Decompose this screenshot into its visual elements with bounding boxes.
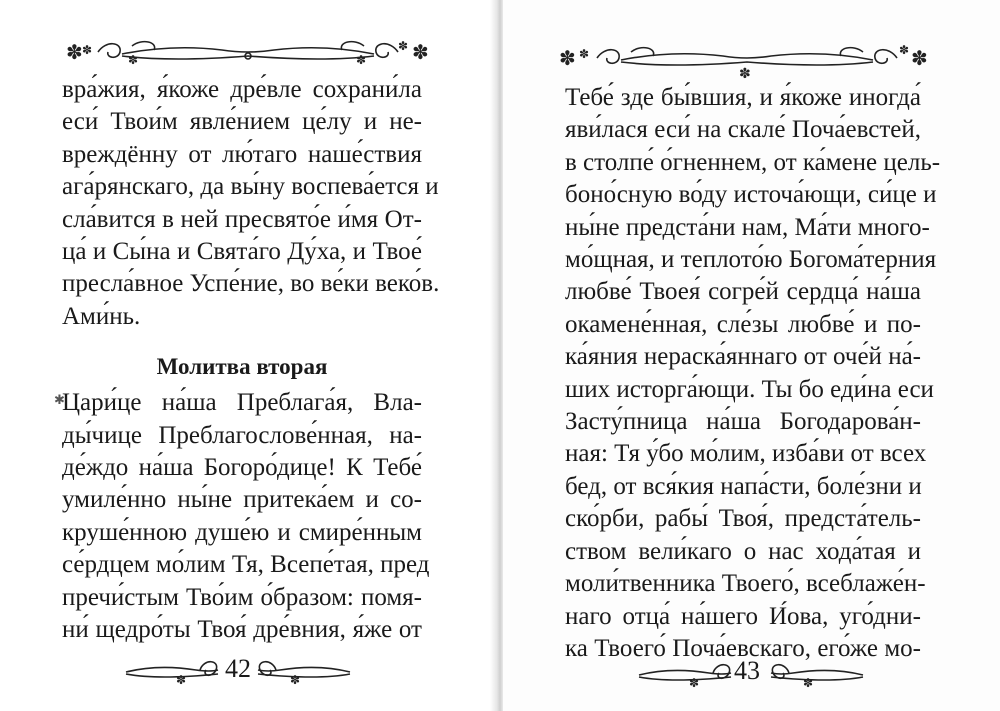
text-line: ка Твоего́ Поча́евскаго, его́же мо- [565, 634, 921, 662]
svg-text:✽: ✽ [579, 47, 590, 61]
svg-text:✽: ✽ [66, 40, 83, 64]
svg-text:✽: ✽ [82, 43, 93, 57]
text-line: круше́нною душе́ю и смире́нным [62, 518, 422, 546]
svg-text:✽: ✽ [398, 39, 409, 53]
page-number: 42 [225, 654, 251, 683]
right-text-block [565, 82, 941, 665]
text-line: Ами́нь. [62, 302, 141, 330]
text-line: пресла́вное Успе́ние, во ве́ки веко́в. [62, 270, 440, 298]
top-ornament-right [557, 40, 937, 80]
text-line: ка́яния нераска́яннаго от оче́й на́- [565, 343, 921, 371]
svg-text:✽: ✽ [290, 673, 301, 686]
text-line: бед, от вся́кия напа́сти, боле́зни и [565, 472, 922, 500]
svg-text:✽: ✽ [356, 53, 367, 67]
prayer-heading: Молитва вторая [156, 354, 328, 380]
text-line: сла́вится в ней пресвято́е и́мя От- [62, 205, 422, 233]
svg-text:✽: ✽ [899, 43, 910, 57]
text-line: Тебе́ зде бы́вшия, и я́коже иногда́ [565, 84, 921, 111]
svg-text:✽: ✽ [412, 40, 429, 64]
text-line: умиле́нно ны́не притека́ем и со- [62, 486, 422, 514]
text-line: ная: Тя у́бо мо́лим, изба́ви от всех [565, 440, 927, 468]
svg-text:✽: ✽ [911, 46, 928, 70]
text-line: се́рдцем мо́лим Тя, Всепе́тая, пред [62, 551, 430, 579]
text-line: пречи́стым Тво́им о́бразом: помя- [62, 583, 422, 611]
left-page [0, 0, 497, 711]
text-line: моли́твенника Твоего́, всеблаже́н- [565, 570, 926, 598]
text-line: ством вели́каго о нас хода́тая и [565, 537, 921, 565]
text-line: яви́лася еси́ на скале́ Поча́евстей, [565, 116, 921, 144]
text-line: боно́сную во́ду источа́ющи, си́це и [565, 181, 937, 209]
text-line: в столпе́ о́гненнем, от ка́мене цель- [565, 148, 941, 176]
svg-text:✽: ✽ [176, 673, 187, 686]
page-number: 43 [734, 656, 760, 685]
text-line: ско́рби, рабы́ Твоя́, предста́тель- [565, 505, 921, 533]
text-line: ды́чице Преблагослове́нная, на- [62, 421, 422, 449]
text-line: де́ждо на́ша Богоро́дице! К Тебе́ [62, 454, 422, 482]
text-line: вреждённу от лю́таго наше́ствия [62, 140, 422, 168]
svg-text:✽: ✽ [739, 66, 751, 80]
text-line: еси́ Твои́м явле́нием це́лу и не- [62, 108, 422, 136]
text-line: окамене́нная, сле́зы любве́ и по- [565, 310, 921, 338]
top-ornament-left [62, 36, 434, 68]
text-line: ага́рянскаго, да вы́ну воспева́ется и [62, 173, 439, 201]
text-line: Засту́пница на́ша Богодарова́н- [565, 408, 921, 436]
text-line: вра́жия, я́коже дре́вле сохрани́ла [62, 76, 422, 103]
asterisk-mark-icon: ✱ [54, 392, 65, 407]
text-line: ны́не предста́ни нам, Ма́ти много- [565, 213, 930, 241]
text-line: ца́ и Сы́на и Свята́го Ду́ха, и Твое́ [62, 238, 422, 266]
text-line: ших исторга́ющи. Ты бо еди́на еси [565, 375, 934, 403]
svg-text:✽: ✽ [803, 676, 814, 689]
svg-text:✽: ✽ [689, 676, 700, 689]
text-line: любве́ Твоея́ согре́й сердца́ на́ша [565, 278, 921, 306]
right-page [503, 0, 1000, 711]
text-line: Цари́це на́ша Преблага́я, Вла- [62, 389, 422, 417]
svg-text:✽: ✽ [559, 46, 576, 70]
text-line: ни́ щедро́ты Твоя́ дре́вния, я́же от [62, 616, 422, 644]
svg-text:✽: ✽ [128, 53, 139, 67]
left-text-block [62, 74, 440, 647]
text-line: мо́щная, и теплото́ю Богома́терния [565, 246, 937, 274]
text-line: наго отца́ на́шего И́ова, уго́дни- [565, 602, 921, 630]
